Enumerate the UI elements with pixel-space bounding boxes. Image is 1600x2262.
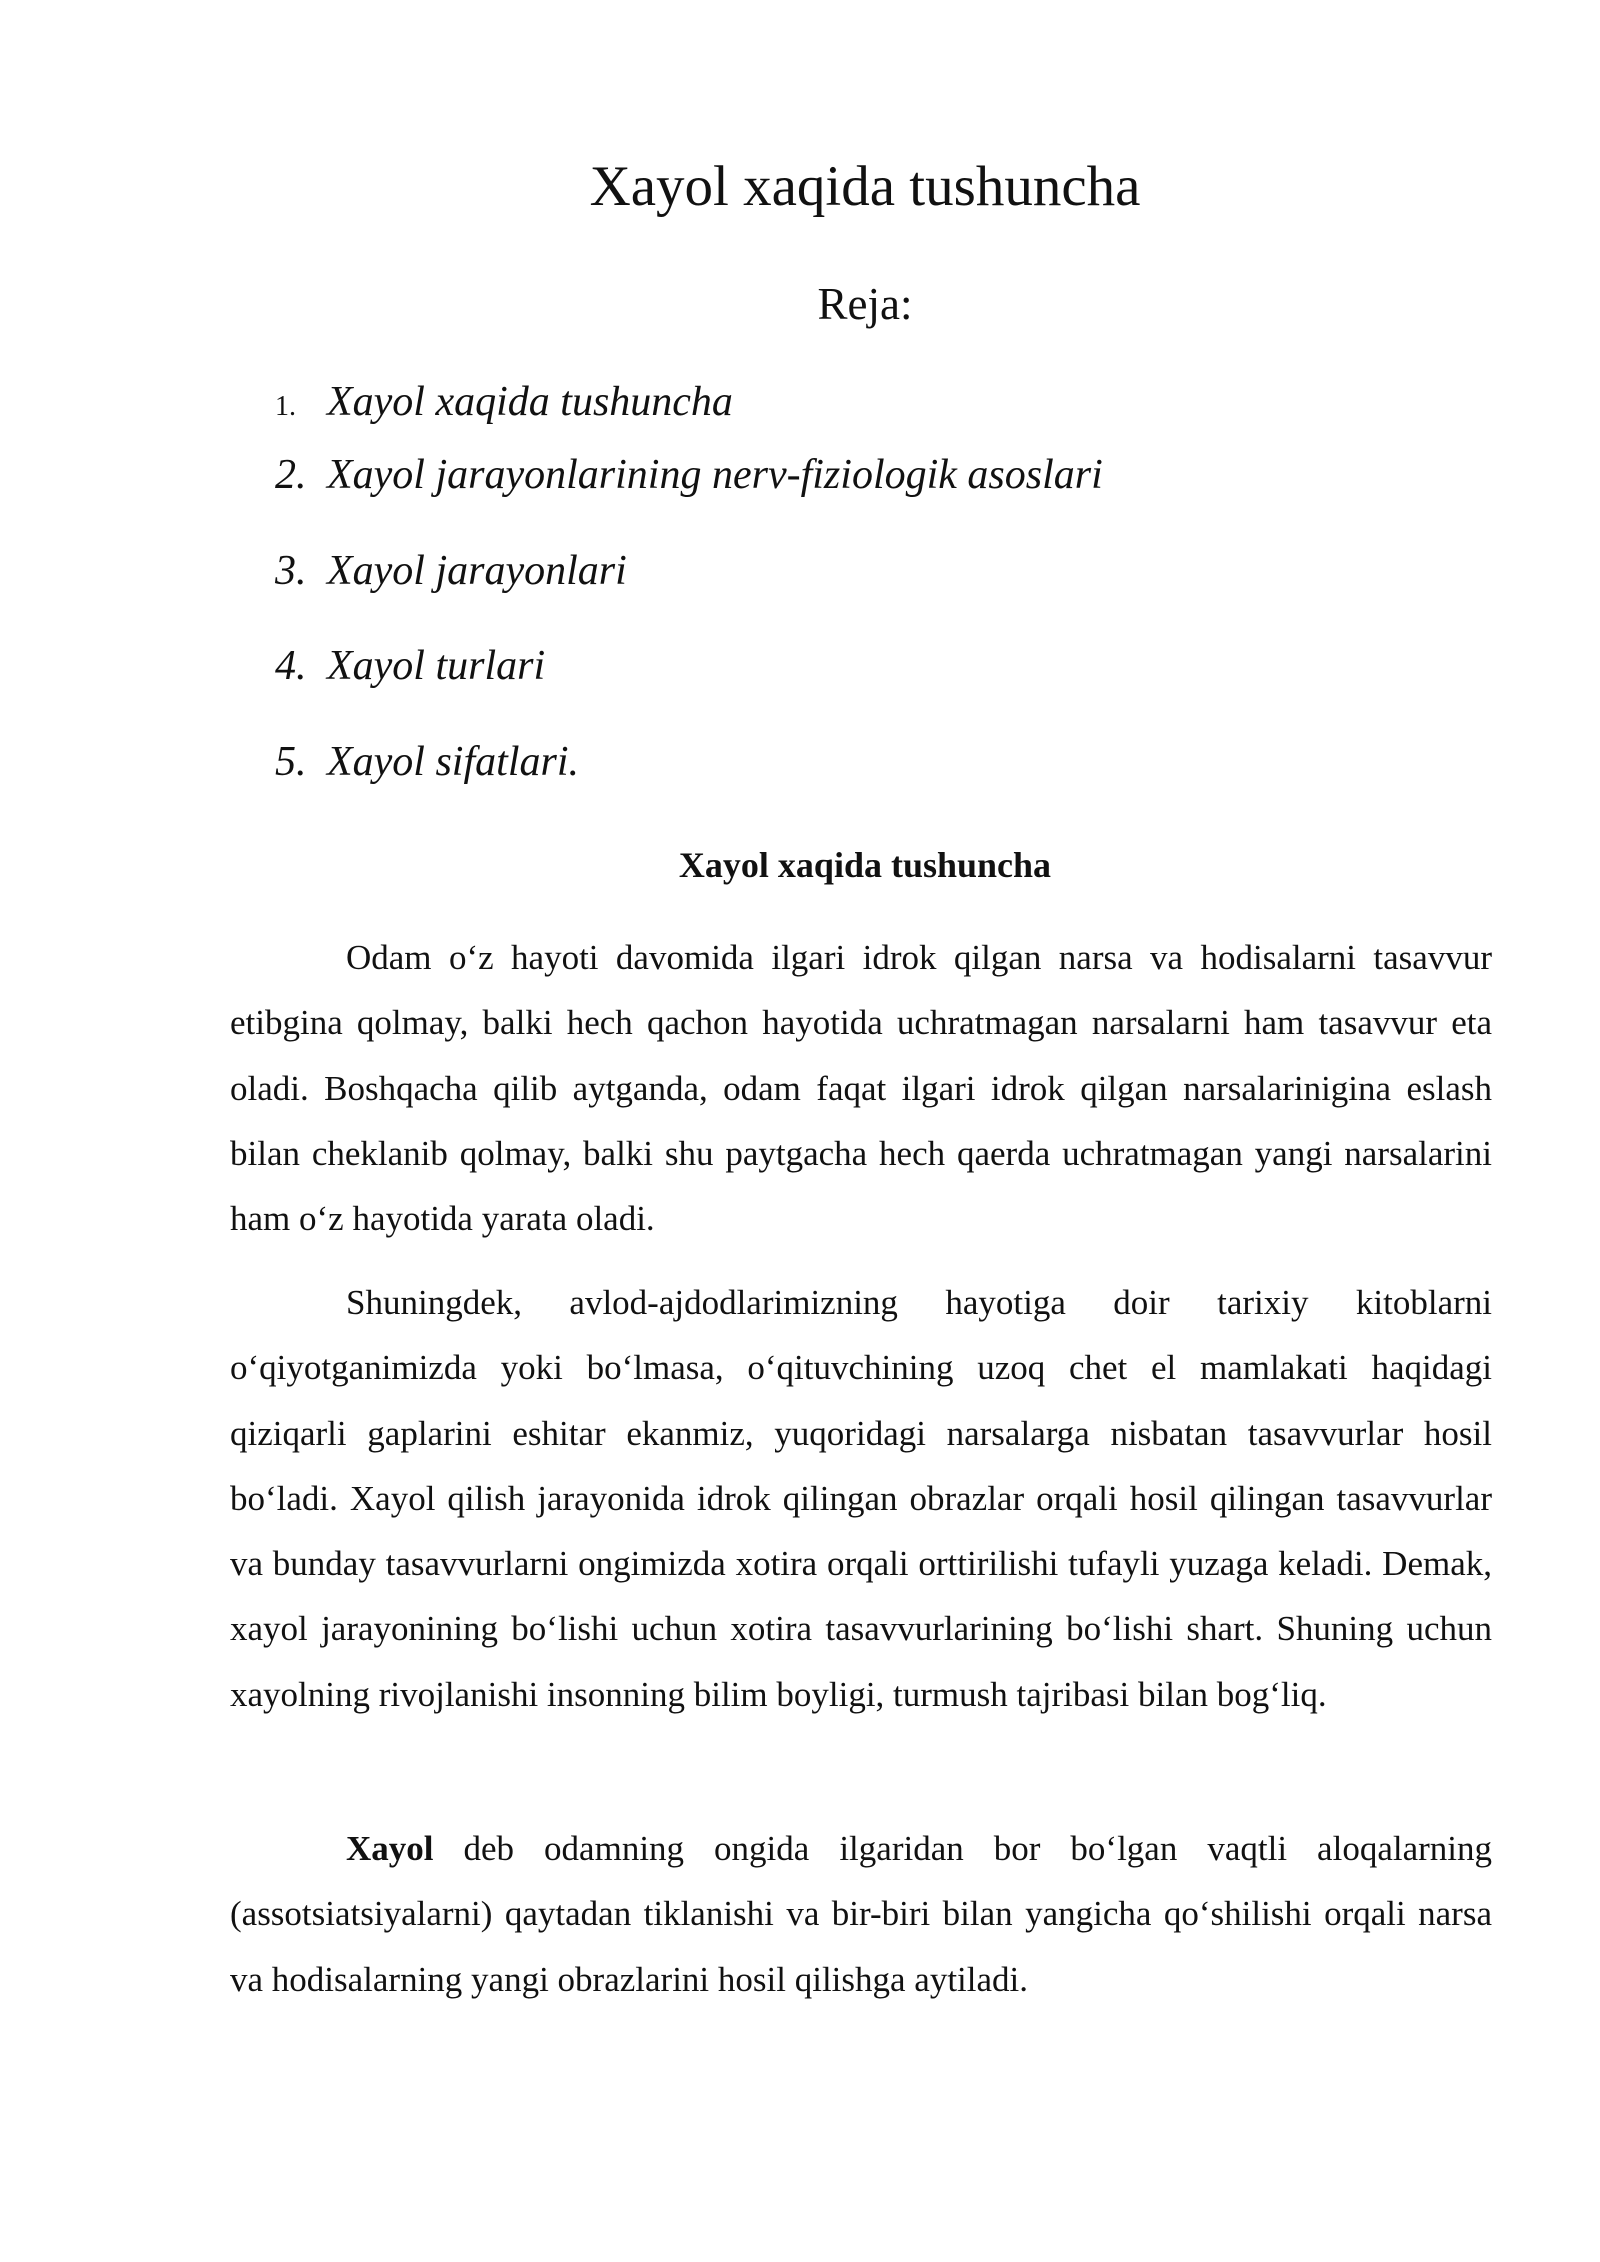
plan-item-number: 1. [275,391,296,422]
definition-paragraph [230,1816,1492,2012]
plan-heading: Reja: [817,279,913,329]
plan-item [275,447,1103,503]
plan-item [275,638,545,694]
section-heading: Xayol xaqida tushuncha [678,845,1052,885]
plan-item-text: Xayol jarayonlarining nerv-fiziologik asoslari [327,452,1103,498]
document-title: Xayol xaqida tushuncha [589,155,1141,218]
plan-item-text: Xayol xaqida tushuncha [327,379,733,425]
plan-item-text: Xayol sifatlari. [327,739,579,785]
plan-item-number: 3. [275,548,307,594]
plan-item-number: 5. [275,739,307,785]
plan-item-text: Xayol jarayonlari [327,548,627,594]
definition-text: deb odamning ongida ilgaridan bor bo‘lgan vaqtli aloqalarning (assotsiatsiyalarni) qaytadan tiklanishi va bir-biri bilan yangicha qo‘shilishi orqali narsa va hodisalarning yangi obrazlarini hosil qilishga aytiladi. [230,1829,1492,1999]
body-paragraph: Shuningdek, avlod-ajdodlarimizning hayotiga doir tarixiy kitoblarni o‘qiyotganimizda yoki bo‘lmasa, o‘qituvchining uzoq chet el mamlakati haqidagi qiziqarli gaplarini eshitar ekanmiz, yuqoridagi narsalarga nisbatan tasavvurlar hosil bo‘ladi. Xayol qilish jarayonida idrok qilingan obrazlar orqali hosil qilingan tasavvurlar va bunday tasavvurlarni ongimizda xotira orqali orttirilishi tufayli yuzaga keladi. Demak, xayol jarayonining bo‘lishi uchun xotira tasavvurlarining bo‘lishi shart. Shuning uchun xayolning rivojlanishi insonning bilim boyligi, turmush tajribasi bilan bog‘liq. [230,1283,1492,1714]
plan-item-number: 4. [275,643,307,689]
plan-item-number: 2. [275,452,307,498]
plan-item-text: Xayol turlari [327,643,546,689]
plan-item [275,734,579,790]
plan-item [275,543,627,599]
definition-term: Xayol [346,1829,434,1868]
plan-item [275,374,733,430]
body-paragraph: Odam o‘z hayoti davomida ilgari idrok qilgan narsa va hodisalarni tasavvur etibgina qolmay, balki hech qachon hayotida uchratmagan narsalarni ham tasavvur eta oladi. Boshqacha qilib aytganda, odam faqat ilgari idrok qilgan narsalarinigina eslash bilan cheklanib qolmay, balki shu paytgacha hech qaerda uchratmagan yangi narsalarini ham o‘z hayotida yarata oladi. [230,938,1492,1239]
